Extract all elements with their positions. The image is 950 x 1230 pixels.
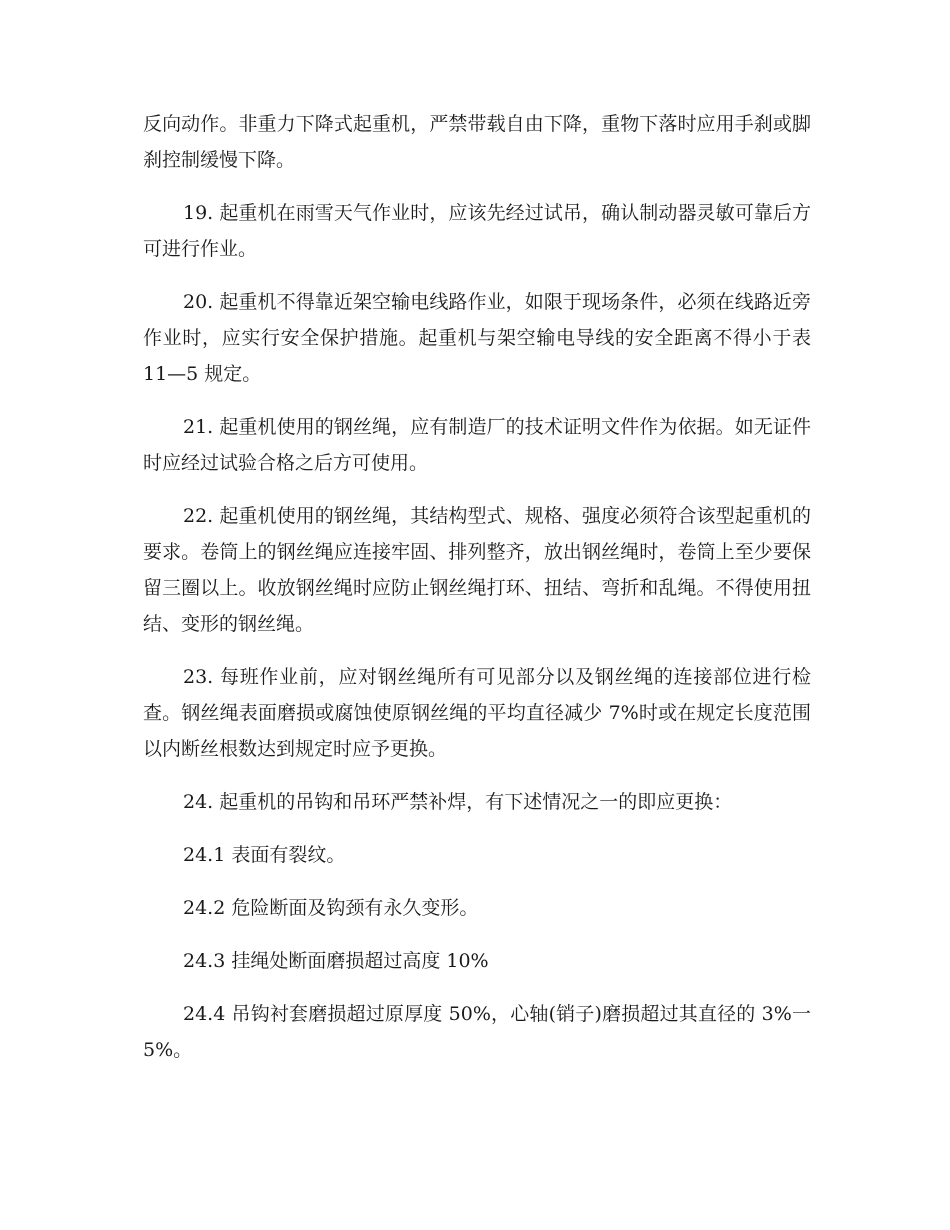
paragraph-item-21: 21. 起重机使用的钢丝绳，应有制造厂的技术证明文件作为依据。如无证件时应经过试验合格之后方可使用。 [143,416,811,474]
paragraph-item-19: 19. 起重机在雨雪天气作业时，应该先经过试吊，确认制动器灵敏可靠后方可进行作业。 [143,202,811,260]
paragraph-item-24-3: 24.3 挂绳处断面磨损超过高度 10% [183,950,489,972]
paragraph-item-24: 24. 起重机的吊钩和吊环严禁补焊，有下述情况之一的即应更换： [183,791,733,813]
paragraph-item-23: 23. 每班作业前，应对钢丝绳所有可见部分以及钢丝绳的连接部位进行检查。钢丝绳表面磨损或腐蚀使原钢丝绳的平均直径减少 7%时或在规定长度范围以内断丝根数达到规定时应予更换。 [143,666,811,760]
paragraph-continuation: 反向动作。非重力下降式起重机，严禁带载自由下降，重物下落时应用手刹或脚刹控制缓慢下降。 [143,113,811,171]
paragraph-item-20: 20. 起重机不得靠近架空输电线路作业，如限于现场条件，必须在线路近旁作业时，应实行安全保护措施。起重机与架空输电导线的安全距离不得小于表 11—5 规定。 [143,291,811,385]
paragraph-item-24-2: 24.2 危险断面及钩颈有永久变形。 [183,897,479,919]
paragraph-item-22: 22. 起重机使用的钢丝绳，其结构型式、规格、强度必须符合该型起重机的要求。卷筒上的钢丝绳应连接牢固、排列整齐，放出钢丝绳时，卷筒上至少要保留三圈以上。收放钢丝绳时应防止钢丝绳打环、扭结、弯折和乱绳。不得使用扭结、变形的钢丝绳。 [143,505,811,635]
document-body [143,106,811,1085]
paragraph-item-24-4: 24.4 吊钩衬套磨损超过原厚度 50%，心轴(销子)磨损超过其直径的 3%一 5%。 [143,1003,811,1061]
paragraph-item-24-1: 24.1 表面有裂纹。 [183,844,346,866]
